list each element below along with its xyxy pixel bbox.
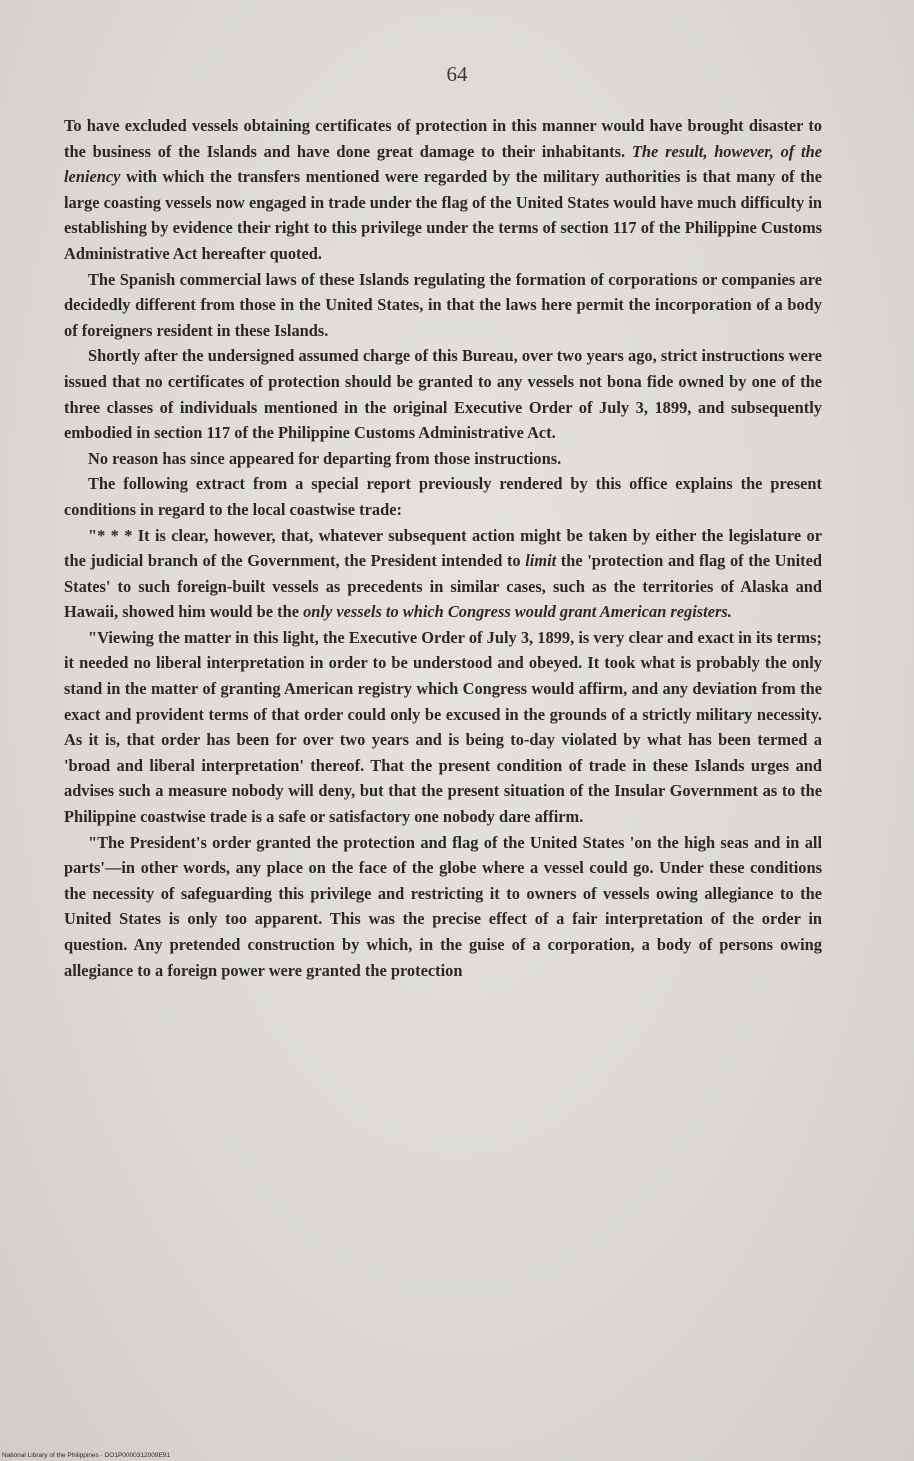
body-text [64, 113, 822, 983]
paragraph [64, 471, 822, 522]
quoted-paragraph [64, 830, 822, 984]
quoted-paragraph [64, 523, 822, 625]
italic-text-span: The result, however, of the leniency [64, 141, 822, 187]
text-span: "* * * It is clear, however, that, whatever subsequent action might be taken by either the legislature or the judicial branch of the Government, the President intended to [64, 525, 822, 571]
italic-text-span: only vessels to which Congress would grant American registers. [303, 602, 732, 622]
text-span: with which the transfers mentioned were regarded by the military authorities is that many of the large coasting vessels now engaged in trade under the flag of the United States would have much difficulty in establishing by evidence their right to this privilege under the terms of section 117 of the Philippine Customs Administrative Act hereafter quoted. [64, 167, 822, 263]
paragraph [64, 343, 822, 445]
italic-text-span: limit [525, 551, 557, 571]
paragraph [64, 267, 822, 344]
text-span: The Spanish commercial laws of these Islands regulating the formation of corporations or companies are decidedly different from those in the United States, in that the laws here permit the incorporation of a body of foreigners resident in these Islands. [64, 269, 822, 340]
quoted-paragraph [64, 625, 822, 830]
library-footer-note: National Library of the Philippines · DO1P0000312009E91 [2, 1452, 171, 1459]
text-span: The following extract from a special report previously rendered by this office explains the present conditions in regard to the local coastwise trade: [64, 474, 822, 519]
paragraph [64, 446, 822, 472]
text-span: the 'protection and flag of the United States' to such foreign-built vessels as precedents in similar cases, such as the territories of Alaska and Hawaii, showed him would be the [64, 551, 822, 622]
paragraph [64, 113, 822, 267]
text-span: Shortly after the undersigned assumed charge of this Bureau, over two years ago, strict instructions were issued that no certificates of protection should be granted to any vessels not bona fide owned by one of the three classes of individuals mentioned in the original Executive Order of July 3, 1899, and subsequently embodied in section 117 of the Philippine Customs Administrative Act. [64, 346, 822, 443]
text-span: To have excluded vessels obtaining certificates of protection in this manner would have brought disaster to the business of the Islands and have done great damage to their inhabitants. [64, 116, 822, 161]
text-span: "The President's order granted the protection and flag of the United States 'on the high seas and in all parts'—in other words, any place on the face of the globe where a vessel could go. Under these conditions the necessity of safeguarding this privilege and restricting it to owners of vessels owing allegiance to the United States is only too apparent. This was the precise effect of a fair interpretation of the order in question. Any pretended construction by which, in the guise of a corporation, a body of persons owing allegiance to a foreign power were granted the protection [64, 832, 822, 980]
page-number: 64 [446, 62, 468, 86]
text-span: No reason has since appeared for departing from those instructions. [88, 448, 562, 468]
text-span: "Viewing the matter in this light, the Executive Order of July 3, 1899, is very clear and exact in its terms; it needed no liberal interpretation in order to be understood and obeyed. It took what is probably the only stand in the matter of granting American registry which Congress would affirm, and any deviation from the exact and provident terms of that order could only be excused in the grounds of a strictly military necessity. As it is, that order has been for over two years and is being to-day violated by what has been termed a 'broad and liberal interpretation' thereof. That the present condition of trade in these Islands urges and advises such a measure nobody will deny, but that the present situation of the Insular Government as to the Philippine coastwise trade is a safe or satisfactory one nobody dare affirm. [64, 627, 822, 827]
